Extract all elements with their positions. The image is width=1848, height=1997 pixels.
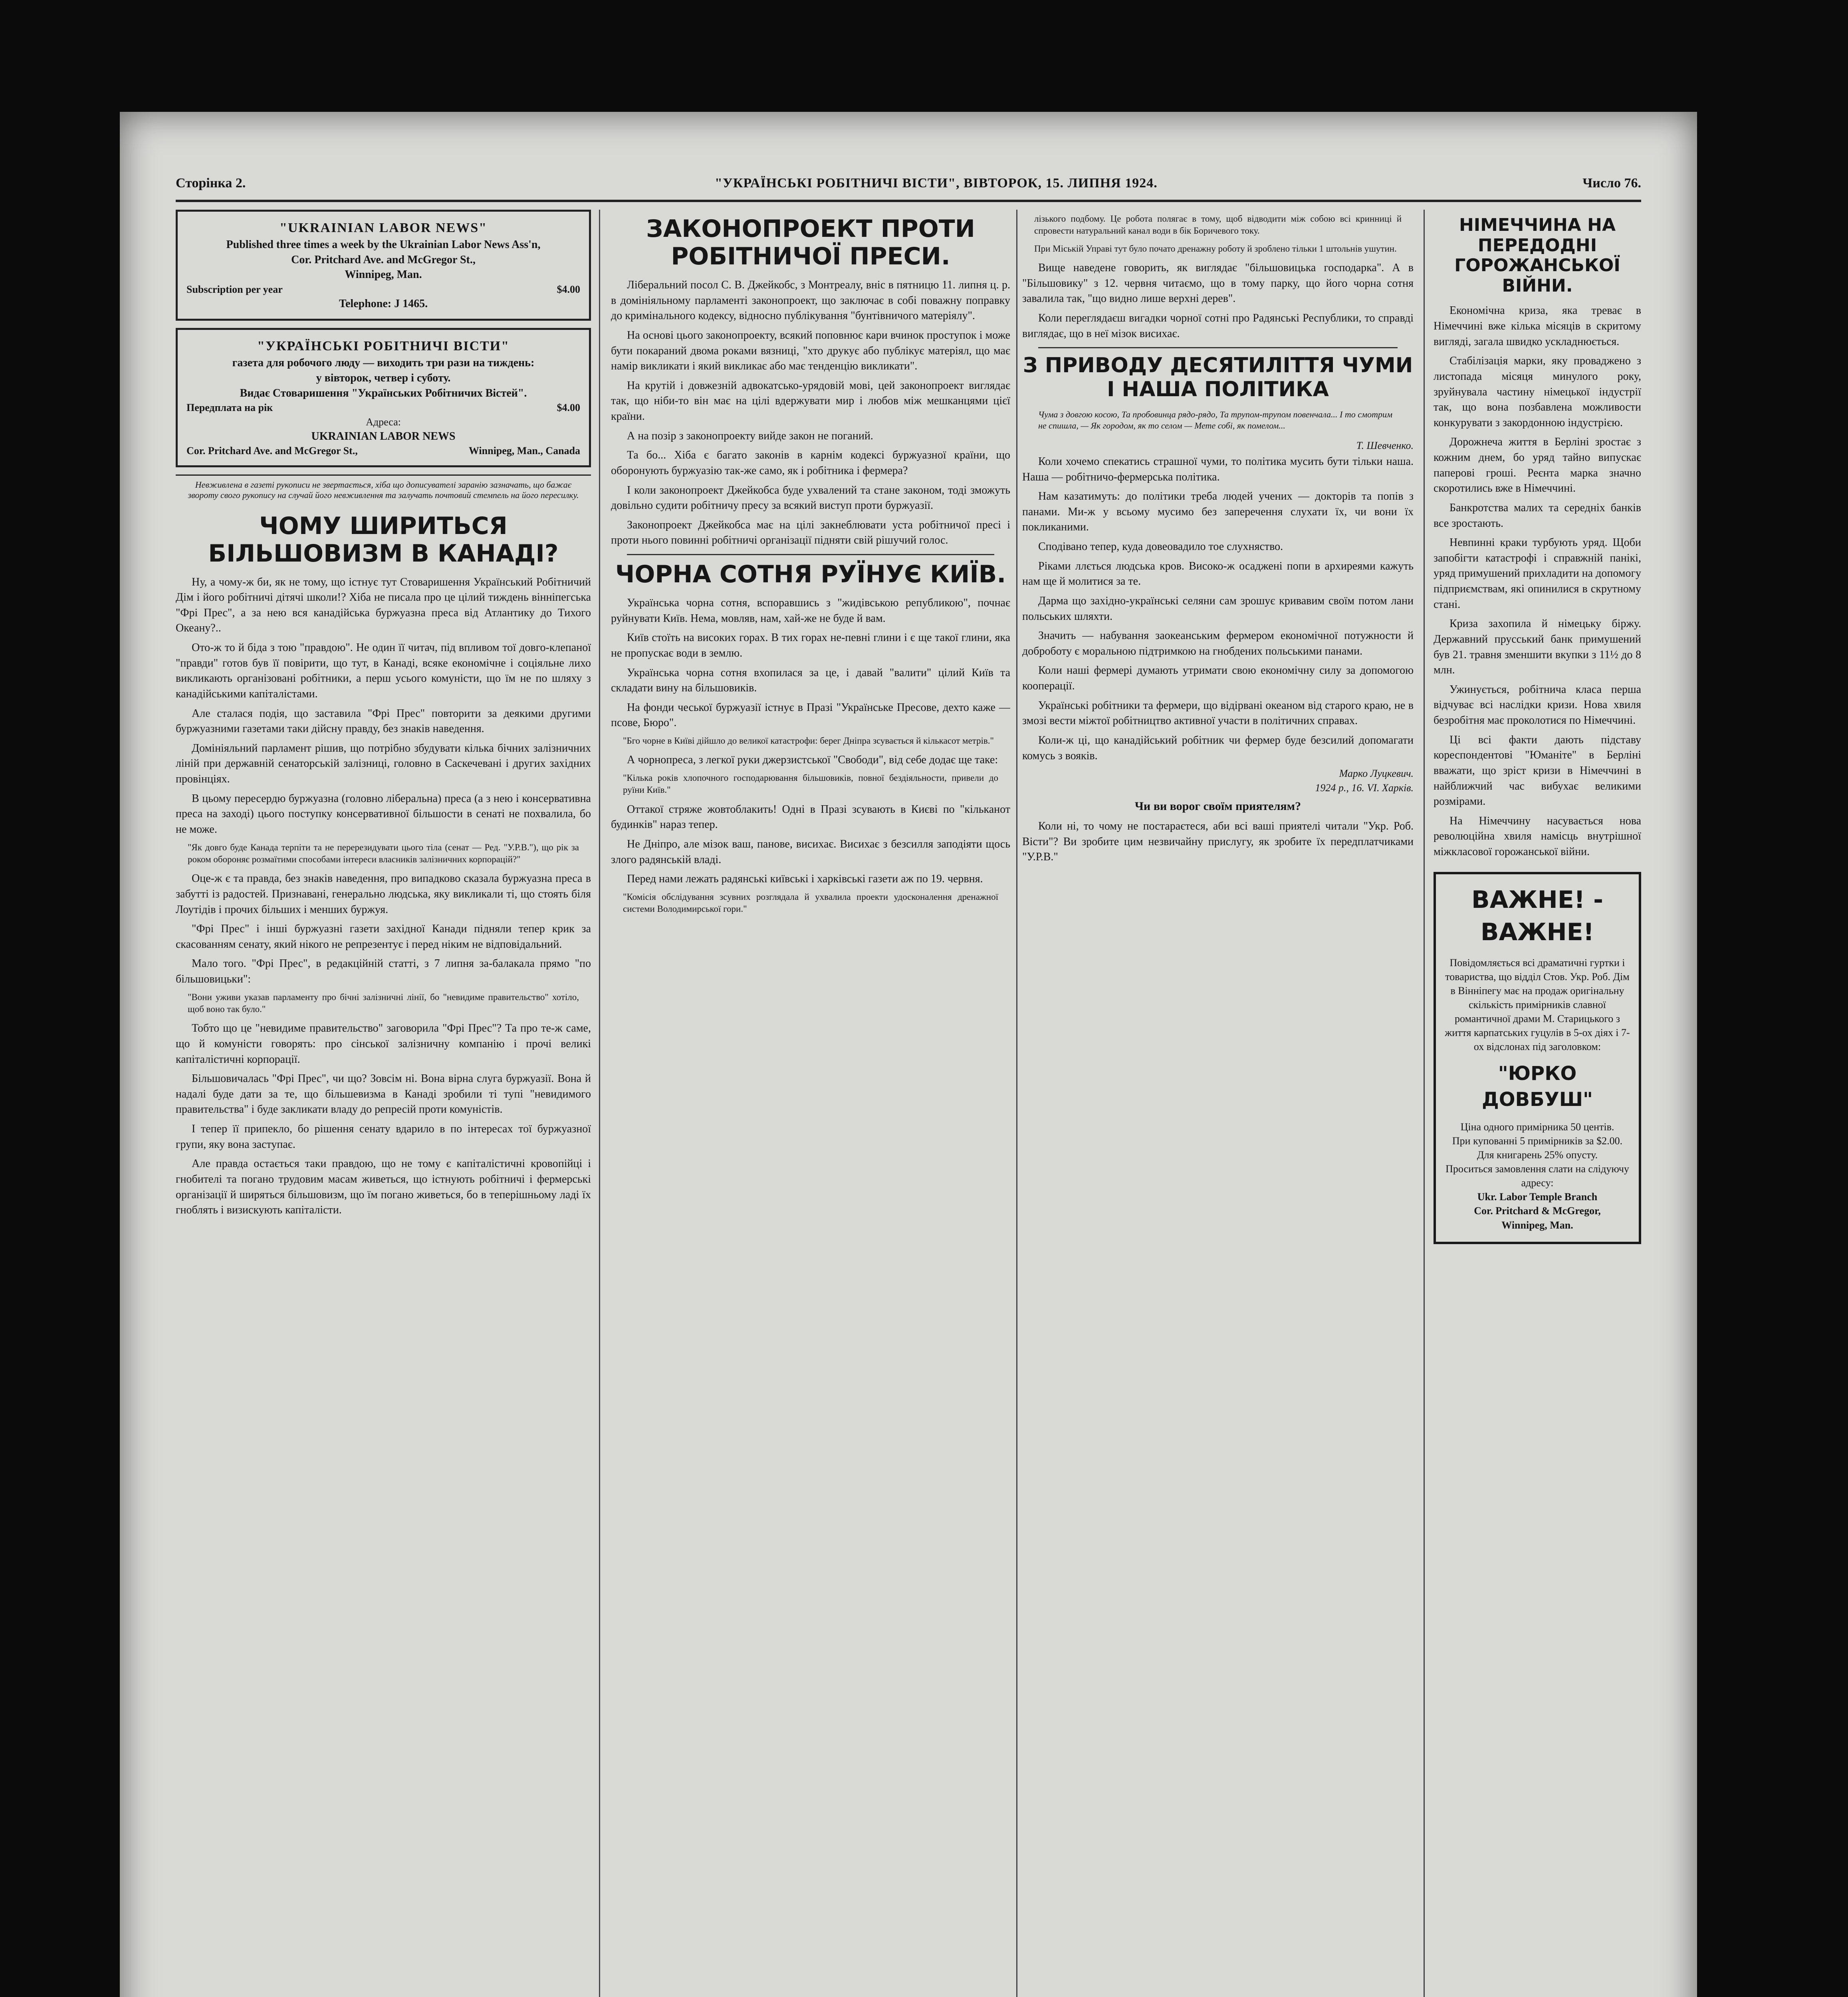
column-2 [611,210,1010,1997]
subscription-price: $4.00 [557,402,580,414]
newspaper-title: "УКРАЇНСЬКІ РОБІТНИЧІ ВІСТИ", ВІВТОРОК, 15. ЛИПНЯ 1924. [715,176,1158,191]
ad-play-title: "ЮРКО ДОВБУШ" [1481,1062,1593,1111]
article-paragraph: Але правда остається таки правдою, що не тому є капіталістичні кровопійці і гнобителі та погано трудовим масам живеться, що істнують робітничі і фермерські організації й ширяться більшовизм, що їм погано живеться, бо в теперішньому ладі їх гноблять і визискують капіталісти. [176,1157,591,1217]
masthead-line: у вівторок, четвер і суботу. [316,371,451,384]
article-paragraph: Ну, а чому-ж би, як не тому, що істнує тут Стоваришення Український Робітничий Дім і його робітничі дітячі школи!? Хіба не писала про це цілий тиждень вінніпегська "Фрі Прес", а за нею вся канадійська буржуазна преса від Атлантику до Тихого Океану?.. [176,576,591,635]
masthead-line: Cor. Pritchard Ave. and McGregor St., [291,253,476,266]
article-paragraph: Ліберальний посол С. В. Джейкобс, з Монтреалу, вніс в пятницю 11. липня ц. р. в домініяльному парламенті законопроект, що заключає в собі поважну поправку до кримінального кодексу, відносно публікування "бунтівничого матеріялу". [611,279,1010,322]
article-paragraph: Та бо... Хіба є багато законів в карнім кодексі буржуазної країни, що оборонують буржуазію так-же само, як і робітника і фермера? [611,449,1010,477]
subscription-row [186,282,580,296]
address-line: Winnipeg, Man., Canada [468,445,580,457]
article-continuation: лізького подбому. Це робота полягає в тому, щоб відводити між собою всі кринниці й спровести натуральний канал води в бік Боричевого току. [1034,214,1402,236]
article-paragraph: "Фрі Прес" і інші буржуазні газети західної Канади підняли тепер крик за скасованням сенату, який нікого не репрезентує і перед ніким не відповідальний. [176,923,591,951]
article-quote: "Кілька років хлопочного господарювання більшовиків, повної бездіяльности, привели до руїни Київ." [623,772,998,795]
article-paragraph: І тепер її припекло, бо рішення сенату вдарило в по інтересах тої буржуазної групи, яку вона заступає. [176,1123,591,1151]
article-paragraph: Ці всі факти дають підставу кореспондентові "Юманіте" в Берліні вважати, що зріст кризи в Німеччині в найближчий час вибухає великими розмірами. [1434,733,1641,808]
article-paragraph: Вище наведене говорить, як виглядає "більшовицька господарка". А в "Більшовику" з 12. червня читаємо, що в тому парку, що його чорна сотня завалила так, "що видно лише верхні дерев". [1022,262,1414,305]
article-paragraph: Значить — набування заокеанським фермером економічної потужности й доброботу є моральною підтримкою на гнобдених польськими панами. [1022,629,1414,657]
column-1 [176,210,591,1997]
article-quote: "Як довго буде Канада терпіти та не перерезидувати цього тіла (сенат — Ред. "У.Р.В."), що рік за роком обороняє розмаїтими способами інтереси власників залізничних корпорацій?" [188,842,579,864]
address-line: UKRAINIAN LABOR NEWS [311,430,456,443]
article-headline: З ПРИВОДУ ДЕСЯТИЛІТТЯ ЧУМИ І НАША ПОЛІТИКА [1023,353,1413,401]
article-paragraph: На крутій і довжезній адвокатсько-урядовій мові, цей законопроект виглядає так, що ніби-то він має на цілі вдержувати мир і любов між мешканцями цієї країни. [611,379,1010,423]
column-rule [1016,210,1017,1997]
subscription-price: $4.00 [557,284,580,296]
article-paragraph: На фонди чеської буржуазії істнує в Празі "Українське Пресове, дехто каже — псове, Бюро". [611,701,1010,729]
article-paragraph: Коли хочемо спекатись страшної чуми, то політика мусить бути тільки наша. Наша — робітничо-фермерська політика. [1022,455,1414,483]
article-paragraph: Законопроект Джейкобса має на цілі закнеблювати уста робітничої пресі і проти нього повинні робітничі організації підняти свій рішучий голос. [611,518,1010,547]
column-3 [1022,210,1414,1997]
ad-title: ВАЖНЕ! - ВАЖНЕ! [1471,885,1603,946]
article-paragraph: Не Дніпро, але мізок ваш, панове, висихає. Висихає з безсилля заподіяти щось злого радянській владі. [611,838,1010,866]
article-paragraph: Ото-ж то й біда з тою "правдою". Не один її читач, під впливом тої довго-клепаної "правди" готов був її повірити, що тут, в Канаді, всяке економічне і соціяльне лихо викликають організовані робітники, а перш усього комуністи, що їм не по шляху з канадійськими капіталістами. [176,641,591,700]
masthead-ukrainian [176,328,591,467]
page-number: Сторінка 2. [176,176,246,191]
article-paragraph: Сподівано тепер, куда довеовадило тое слухняство. [1038,540,1283,553]
issue-number: Число 76. [1582,176,1641,191]
article-paragraph: Криза захопила й німецьку біржу. Державний прусський банк примушений був 21. травня зменшити вкупки з 11½ до 8 млн. [1434,617,1641,677]
article-paragraph: Коли-ж ці, що канадійський робітник чи фермер буде безсилий допомагати комусь з вояків. [1022,734,1414,762]
telephone: Telephone: J 1465. [339,298,428,310]
article-paragraph: Невпинні краки турбують уряд. Щоби запобігти катастрофі і справжній панікі, уряд примушений прихладити на допомогу підприємствам, які опинилися в скрутному стані. [1434,536,1641,611]
article-paragraph: Стабілізація марки, яку проваджено з листопада місяця минулого року, зруйнувала частину німецької індустрії так, що вона позбавлена можливости конкурувати з закордонною індустрією. [1434,355,1641,429]
address-row [186,444,580,458]
ad-address: Ukr. Labor Temple Branch [1477,1191,1598,1203]
article-paragraph: Тобто що це "невидиме правительство" заговорила "Фрі Прес"? Та про те-ж саме, що й комуністи говорять: про сінської залізничну компанію і прочі великі капіталістичні корпорації. [176,1022,591,1066]
article-paragraph: І коли законопроект Джейкобса буде ухвалений та стане законом, тоді зможуть довільно судити робітничу пресу за всякий виступ проти буржуазії. [611,484,1010,512]
article-paragraph: Ріками ллється людська кров. Високо-ж осаджені попи в архиреями кажуть нам ще й молитися за те. [1022,560,1414,588]
article-divider [1038,347,1398,348]
article-paragraph: Оттакої стряже жовтоблакить! Одні в Празі зсувають в Києві по "кільканот будинків" нараз тепер. [611,803,1010,831]
ad-order: Проситься замовлення слати на слідуючу адресу: [1445,1163,1629,1189]
article-paragraph: На Німеччину насувається нова революційна хвиля намісць внутрішної міжкласової горожанської війни. [1434,814,1641,858]
article-paragraph: Дарма що західно-українські селяни сам зрошує кривавим своїм потом лани польських шляхти. [1022,594,1414,623]
ad-address: Cor. Pritchard & McGregor, [1474,1205,1601,1217]
column-rule [599,210,600,1997]
column-4 [1434,210,1641,1997]
address-label: Адреса: [366,416,401,428]
article-paragraph: На основі цього законопроекту, всякий поповнює кари вчинок проступок і може бути покараний двома роками вязниці, "хто друкує або публікує матеріял, що має намір викликати і який викликає або має тенденцію викликати". [611,329,1010,373]
article-continuation: При Міській Управі тут було почато дренажну роботу й зроблено тільки 1 штольнів ушутин. [1034,243,1397,254]
masthead-title: "УКРАЇНСЬКІ РОБІТНИЧІ ВІСТИ" [257,339,510,354]
article-paragraph: Економічна криза, яка треває в Німеччині вже кілька місяців в скритому вигляді, загала швидко ускладнюється. [1434,304,1641,348]
ad-price: Ціна одного примірника 50 центів. [1460,1121,1614,1133]
masthead-line: Видає Стоваришення "Українських Робітничих Вістей". [240,387,527,399]
article-quote: "Комісія обслідування зсувних розглядала й ухвалила проекти удосконалення дренажної системи Володимирської гори." [623,891,998,914]
address-line: Cor. Pritchard Ave. and McGregor St., [186,445,358,457]
article-paragraph: Українська чорна сотня вхопилася за це, і давай "валити" цілий Київ та складати вину на більшовиків. [611,666,1010,695]
article-paragraph: Коли наші фермері думають утримати свою економічну силу за допомогою кооперації. [1022,664,1414,693]
article-paragraph: Більшовичалась "Фрі Прес", чи що? Зовсім ні. Вона вірна слуга буржуазії. Вона й надалі буде дати за те, що більшевизма в Канаді зробили ті тупі "невидимого правительства" і буде закликати владу до репресій проти комуністів. [176,1072,591,1116]
article-paragraph: Нам казатимуть: до політики треба людей учених — докторів та попів з панами. Ми-ж у всьому мусимо без заперечення слухати їх, чи вони їх покликаними. [1022,490,1414,534]
masthead-title: "UKRAINIAN LABOR NEWS" [279,220,488,235]
subscription-label: Передплата на рік [186,402,273,414]
subscription-label: Subscription per year [186,284,283,296]
article-paragraph: Київ стоїть на високих горах. В тих горах не-певні глини і є ще такої глини, яка не пропускає води в землю. [611,631,1010,659]
ad-address: Winnipeg, Man. [1501,1219,1573,1231]
article-paragraph: Дорожнеча життя в Берліні зростає з кожним днем, бо уряд тайно випускає паперові гроші. Реєнта марка значно скоротились вже в Німеччині. [1434,436,1641,495]
article-paragraph: Перед нами лежать радянські київські і харківські газети аж по 19. червня. [627,873,983,885]
author-place-date: 1924 р., 16. VI. Харків. [1315,782,1414,794]
article-quote: "Бго чорне в Київі дійшло до великої катастрофи: берег Дніпра зсувається й кількасот метрів." [623,736,994,746]
article-paragraph: Але сталася подія, що заставила "Фрі Прес" повторити за деякими другими буржуазними газетами таки дійсну правду, без знаків наведення. [176,707,591,735]
newspaper-page [120,112,1697,1997]
article-paragraph: Оце-ж є та правда, без знаків наведення, про випадково сказала буржуазна преса в забутті із радостей. Признавані, генерально людська, яку викликали ті, що стоять біля Лоутідів і прочих більших і менших буржуя. [176,872,591,916]
article-paragraph: А чорнопреса, з легкої руки джерзистської "Свободи", від себе додає ще таке: [627,754,998,766]
ad-body: Повідомляється всі драматичні гуртки і товариства, що відділ Стов. Укр. Роб. Дім в Вінніпегу має на продаж оригінальну скількість примірників славної романтичної драми М. Старицького з життя карпатських гуцулів в 5-ох діях і 7-ох відслонах під заголовком: [1445,957,1630,1053]
page-header [176,176,1641,202]
article-headline: НІМЕЧЧИНА НА ПЕРЕДОДНІ ГОРОЖАНСЬКОЇ ВІЙНИ. [1454,215,1620,296]
article-paragraph: Українські робітники та фермери, що відірвані океаном від старого краю, не в змозі вести міжтої робітництво активної участи в політичних справах. [1022,699,1414,727]
masthead-english [176,210,591,321]
article-paragraph: Коли переглядаєш вигадки чорної сотні про Радянські Республики, то справді виглядає, що в неї мізок висихає. [1022,312,1414,340]
article-paragraph: В цьому пересердю буржуазна (головно ліберальна) преса (а з нею і консервативна преса на заході) цього поступку консервативної більшости в сенаті не похвалила, бо не може. [176,792,591,836]
masthead-line: Published three times a week by the Ukrainian Labor News Ass'n, [226,238,541,251]
epigraph-author: Т. Шевченко. [1356,439,1414,451]
masthead-line: газета для робочого люду — виходить три рази на тиждень: [232,357,535,369]
editorial-note: Невживлена в газеті рукописи не звертається, хіба що дописувателі заранію зазначать, що бажає звороту свого рукопису на случай його невживлення та залучать почтовий стемпель на його пересилку. [176,474,591,504]
article-paragraph: Ужинується, робітнича класа перша відчуває всі наслідки кризи. Нова хвиля безробітня має проколотися по Німеччині. [1434,683,1641,727]
article-headline: ЧОРНА СОТНЯ РУЇНУЄ КИЇВ. [615,560,1006,588]
masthead-line: Winnipeg, Man. [345,268,422,281]
ad-bulk: При купованні 5 примірників за $2.00. Для книгарень 25% опусту. [1452,1135,1623,1161]
article-quote: "Вони уживи указав парламенту про бічні залізничні лінії, бо "невидиме правительство" хотіло, щоб воно так було." [188,992,579,1014]
article-paragraph: Домініяльний парламент рішив, що потрібно збудувати кілька бічних залізничних ліній при державній сенаторській залізниці, головно в Саскечевані і других західних провінціях. [176,742,591,786]
article-headline: ЧОМУ ШИРИТЬСЯ БІЛЬШОВИЗМ В КАНАДІ? [208,512,559,568]
author-signature: Марко Луцкевич. [1339,768,1414,780]
column-rule [1424,210,1425,1997]
epigraph-poem: Чума з довгою косою, Та пробовинца рядо-рядо, Та трупом-трупом повенчала... І то смотрим не спишла, — Як городом, як то селом — Мете собі, як помелом... [1038,409,1392,431]
article-paragraph: Мало того. "Фрі Прес", в редакційній статті, з 7 липня за-балакала прямо "по більшовицьки": [176,957,591,985]
article-paragraph: Українська чорна сотня, вспоравшись з "жидівською републикою", почнає руйнувати Київ. Нема, мовляв, нам, хай-же не буде й вам. [611,597,1010,625]
article-headline: ЗАКОНОПРОЕКТ ПРОТИ РОБІТНИЧОЇ ПРЕСИ. [646,215,975,270]
subscription-row [186,401,580,415]
article-paragraph: Коли ні, то чому не постараєтеся, аби всі ваші приятелі читали "Укр. Роб. Вісти"? Ви зробите цим незвичайну прислугу, як зробите їх передплатчиками "У.Р.В." [1022,820,1414,864]
advertisement-box [1434,872,1641,1244]
article-paragraph: А на позір з законопроекту вийде закон не поганий. [627,429,873,442]
sub-headline: Чи ви ворог своїм приятелям? [1134,800,1301,813]
article-paragraph: Банкротства малих та середніх банків все зростають. [1434,501,1641,530]
article-divider [627,554,994,555]
